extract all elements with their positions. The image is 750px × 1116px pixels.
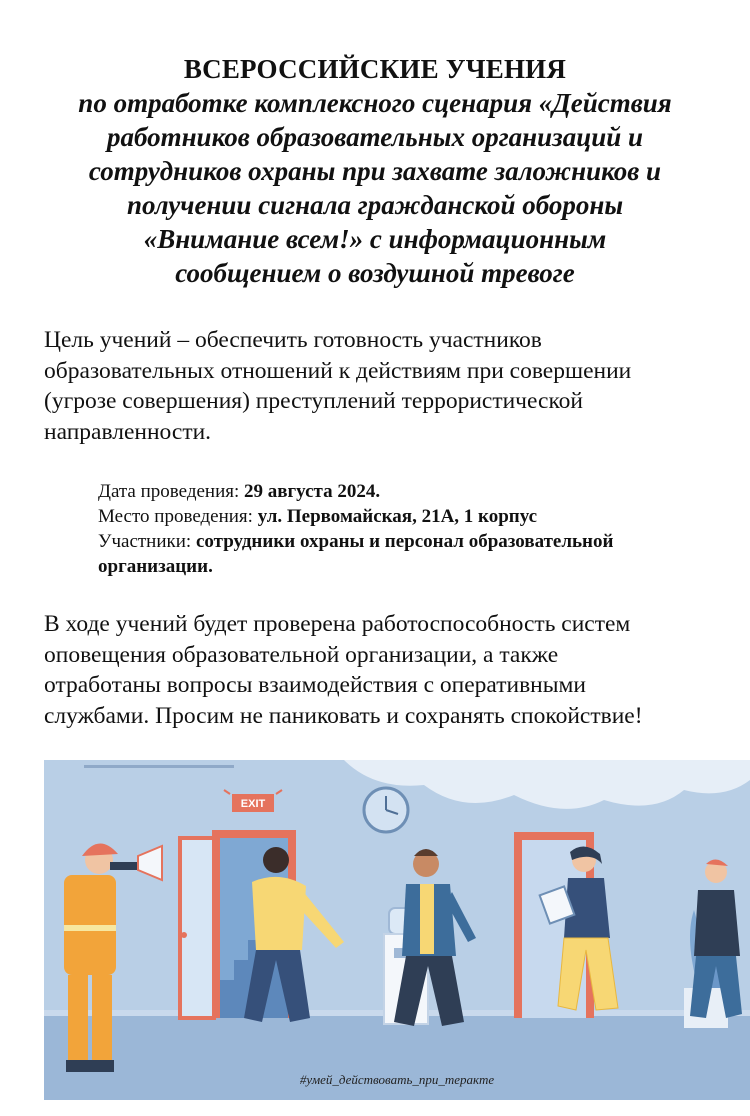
goal-line: направленности. <box>44 418 212 445</box>
goal-line: Цель учений – обеспечить готовность участников <box>44 327 542 353</box>
goal-line: (угрозе совершения) преступлений террористической <box>44 388 583 414</box>
notice-paragraph <box>44 609 734 731</box>
participants-value-cont: организации. <box>98 556 213 577</box>
subtitle-line: сообщением о воздушной тревоге <box>175 258 575 288</box>
exit-sign-label: EXIT <box>240 798 266 810</box>
evacuation-scene <box>44 760 750 1100</box>
subtitle-line: по отработке комплексного сценария «Действия <box>78 88 672 118</box>
participants-row <box>98 529 728 554</box>
evacuation-illustration <box>44 760 750 1100</box>
notice-line: службами. Просим не паниковать и сохранять спокойствие! <box>44 702 643 729</box>
goal-line: образовательных отношений к действиям при совершении <box>44 357 632 384</box>
page-title: ВСЕРОССИЙСКИЕ УЧЕНИЯ <box>183 54 567 84</box>
subtitle-line: получении сигнала гражданской обороны <box>126 190 624 220</box>
place-label: Место проведения: <box>98 506 258 527</box>
notice-line: отработаны вопросы взаимодействия с оперативными <box>44 672 586 698</box>
subtitle-line: сотрудников охраны при захвате заложников и <box>88 156 662 186</box>
date-value: 29 августа 2024. <box>244 481 381 502</box>
participants-label: Участники: <box>98 531 196 552</box>
wall-shelf <box>84 765 234 768</box>
goal-paragraph <box>44 325 734 447</box>
notice-line: В ходе учений будет проверена работоспособность систем <box>44 611 631 637</box>
subtitle-line: «Внимание всем!» с информационным <box>143 224 607 254</box>
participants-value: сотрудники охраны и персонал образовательной <box>195 531 614 552</box>
date-label: Дата проведения: <box>98 481 245 502</box>
place-row <box>98 504 728 529</box>
participants-row-cont <box>98 554 728 579</box>
event-details <box>98 479 728 579</box>
clock-icon <box>364 788 408 832</box>
place-value: ул. Первомайская, 21А, 1 корпус <box>257 506 538 527</box>
notice-line: оповещения образовательной организации, а также <box>44 641 559 668</box>
title-block <box>20 52 730 290</box>
date-row <box>98 479 728 504</box>
hashtag-caption: #умей_действовать_при_теракте <box>299 1072 495 1087</box>
subtitle-line: работников образовательных организаций и <box>106 122 644 152</box>
